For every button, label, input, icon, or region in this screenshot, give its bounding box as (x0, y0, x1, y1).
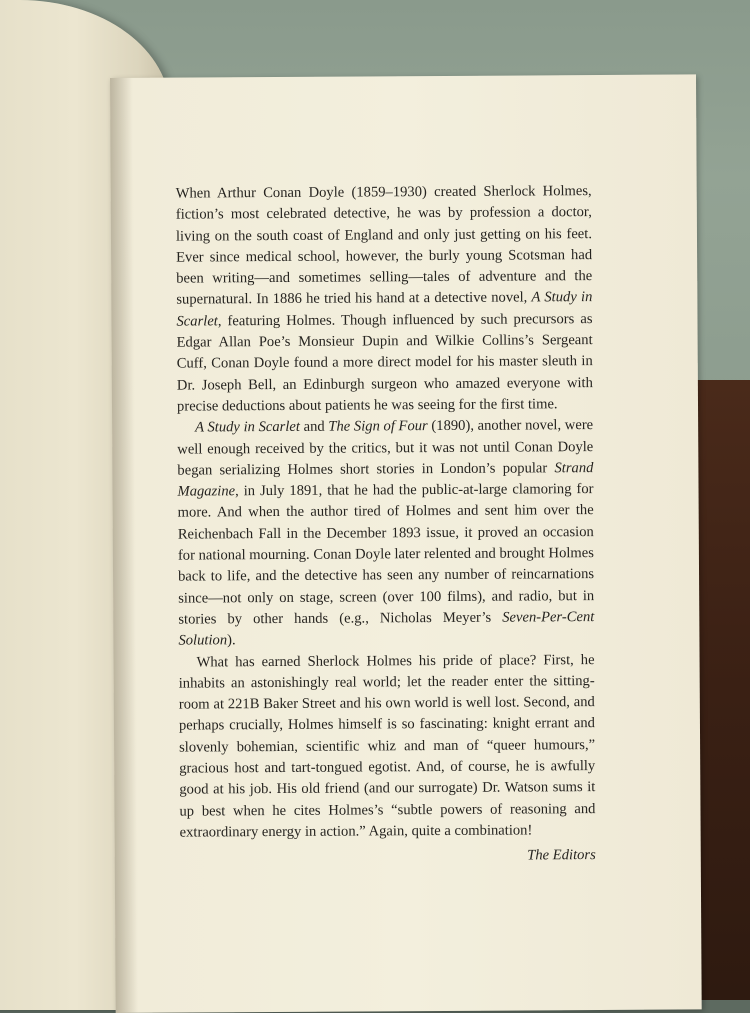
paragraph (179, 650, 596, 844)
body-text (176, 181, 596, 844)
page-gutter-shadow (110, 78, 138, 1013)
italic-title: Seven-Per-Cent Solution (178, 608, 595, 649)
paragraph (176, 181, 593, 418)
italic-title: A Study in Scarlet (176, 289, 593, 330)
italic-title: A Study in Scarlet (195, 419, 300, 436)
paragraph (177, 415, 594, 652)
text-run: , featuring Holmes. Though influenced by such precursors as Edgar Allan Poe’s Monsieur Dupin and Wilkie Collins’s Sergeant Cuff, Conan Doyle found a more direct model for his master sleuth in Dr. Joseph Bell, an Edinburgh surgeon who amazed everyone with precise deductions about patients he was seeing for the first time. (176, 310, 593, 415)
text-run: and (299, 418, 329, 436)
text-run: (1890), another novel, were well enough received by the critics, but it was not until Conan Doyle began serializing Holmes short stories in London’s popular (177, 417, 594, 479)
text-run: What has earned Sherlock Holmes his pride of place? First, he inhabits an astonishingly real world; let the reader enter the sitting-room at 221B Baker Street and his own world is well lost. Second, and perhaps crucially, Holmes himself is so fascinating: knight errant and slovenly bohemian, scientific whiz and man of “queer humours,” gracious host and tart-tongued egotist. And, of course, he is awfully good at his job. His old friend (and our surrogate) Dr. Watson sums it up best when he cites Holmes’s “subtle powers of reasoning and extraordinary energy in action.” Again, quite a combination! (178, 651, 596, 841)
italic-title: Strand Magazine (177, 459, 594, 500)
italic-title: The Sign of Four (328, 418, 428, 435)
text-run: When Arthur Conan Doyle (1859–1930) created Sherlock Holmes, fiction’s most celebrated detective, he was by profession a doctor, living on the south coast of England and only just getting on his feet. Ever since medical school, however, the burly young Scotsman had been writing—and sometimes selling—tales of adventure and the supernatural. In 1886 he tried his hand at a detective novel, (175, 183, 593, 309)
text-run: ). (227, 632, 236, 649)
text-run: , in July 1891, that he had the public-at-large clamoring for more. And when the author tired of Holmes and sent him over the Reichenbach Fall in the December 1893 issue, it proved an occasion for national mourning. Conan Doyle later relented and brought Holmes back to life, and the detective has seen any number of reincarnations since—not only on stage, screen (over 100 films), and radio, but in stories by other hands (e.g., Nicholas Meyer’s (177, 481, 595, 628)
book-page (110, 74, 702, 1013)
signature: The Editors (527, 847, 596, 864)
